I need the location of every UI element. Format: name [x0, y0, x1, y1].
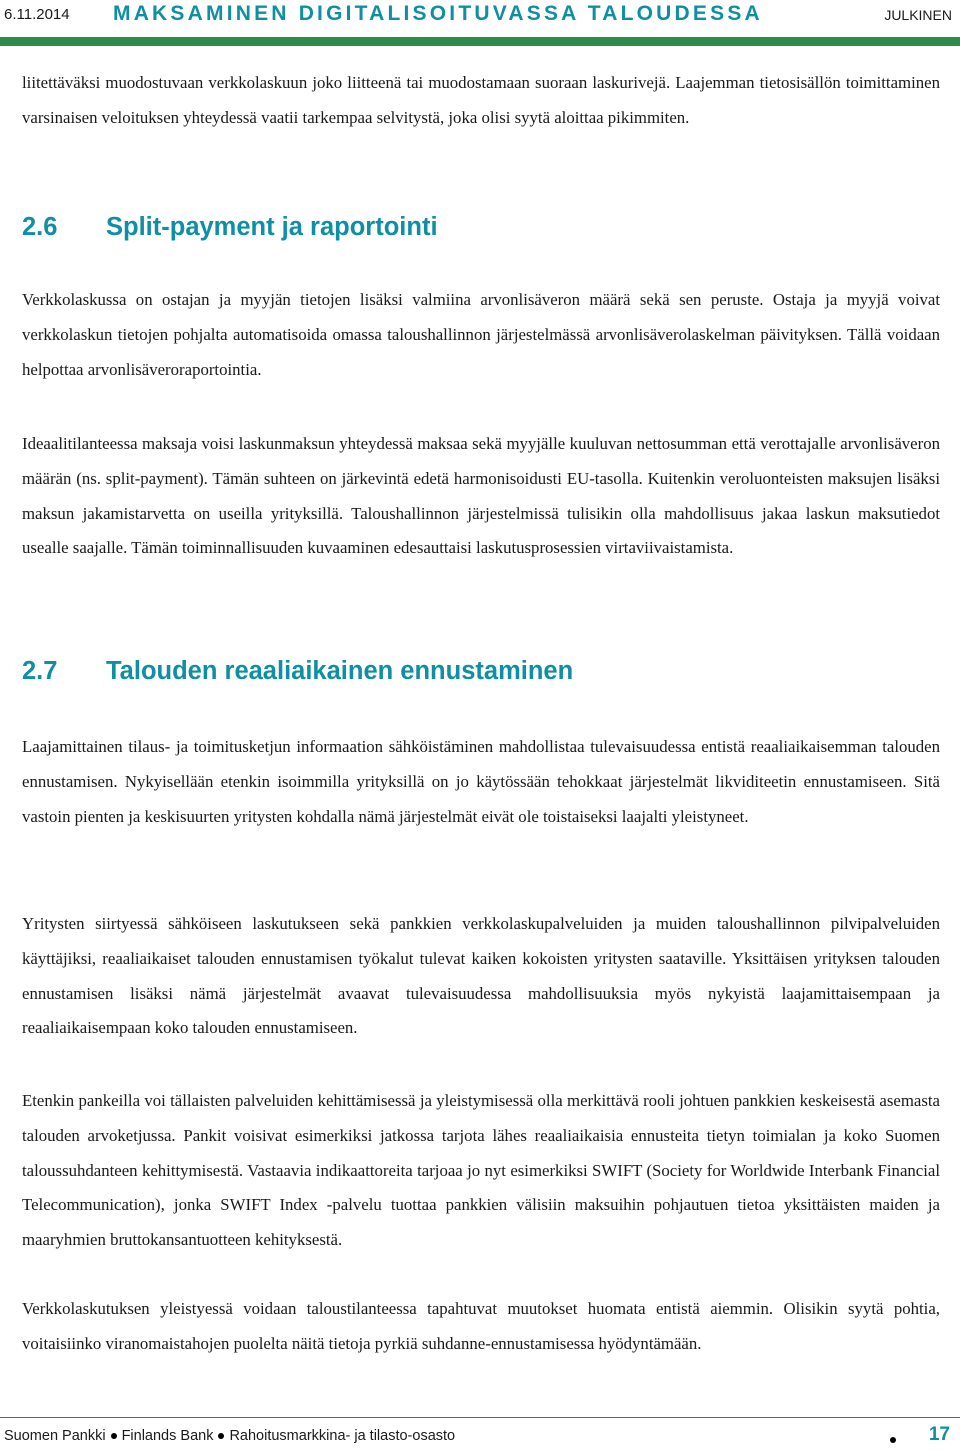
footer-org-sv: Finlands Bank: [121, 1428, 214, 1444]
paragraph: Ideaalitilanteessa maksaja voisi laskunmaksun yhteydessä maksaa sekä myyjälle kuuluvan nettosumman että verottajalle arvonlisäveron määrän (ns. split-payment). Tämän suhteen on järkevintä edetä harmonisoidusti EU-tasolla. Kuitenkin veroluonteisten maksujen lisäksi maksun jakamistarvetta on useilla yrityksillä. Taloushallinnon järjestelmissä tulisikin olla mahdollisuus jakaa laskun maksutiedot usealle saajalle. Tämän toiminnallisuuden kuvaaminen edesauttaisi laskutusprosessien virtaviivaistamista.: [22, 434, 940, 558]
bullet-icon: [890, 1437, 896, 1443]
page-header: [0, 0, 960, 34]
bullet-icon: [218, 1433, 224, 1439]
header-date: 6.11.2014: [4, 6, 70, 23]
bullet-icon: [111, 1433, 117, 1439]
page-footer: [4, 1428, 455, 1444]
section-2-6-paragraph-2: [22, 427, 940, 566]
section-2-6-paragraph-1: [22, 283, 940, 387]
paragraph: Etenkin pankeilla voi tällaisten palveluiden kehittämisessä ja yleistymisessä olla merkittävä rooli johtuen pankkien keskeisestä asemasta talouden arvoketjussa. Pankit voisivat esimerkiksi jatkossa tarjota lähes reaaliaikaisia ennusteita tietyn toimialan ja koko Suomen taloussuhdanteen kehittymisestä. Vastaavia indikaattoreita tarjoaa jo nyt esimerkiksi SWIFT (Society for Worldwide Interbank Financial Telecommunication), jonka SWIFT Index -palvelu tuottaa pankkien välisiin maksuihin pohjautuen tietoa yksittäisten maiden ja maaryhmien bruttokansantuotteen kehityksestä.: [22, 1091, 940, 1250]
footer-org-fi: Suomen Pankki: [4, 1428, 106, 1444]
section-heading-2-7: [22, 657, 573, 686]
paragraph: Laajamittainen tilaus- ja toimitusketjun informaation sähköistäminen mahdollistaa tulevaisuudessa entistä reaaliaikaisemman talouden ennustamisen. Nykyisellään etenkin isoimmilla yrityksillä on jo käytössään tehokkaat järjestelmät likviditeetin ennustamiseen. Sitä vastoin pienten ja keskisuurten yritysten kohdalla nämä järjestelmät eivät ole toistaiseksi laajalti yleistyneet.: [22, 737, 940, 826]
section-number: 2.7: [22, 657, 58, 685]
header-classification: JULKINEN: [884, 7, 952, 23]
footer-rule: [0, 1417, 960, 1418]
section-2-7-paragraph-1: [22, 730, 940, 834]
section-2-7-paragraph-3: [22, 1084, 940, 1258]
header-title: MAKSAMINEN DIGITALISOITUVASSA TALOUDESSA: [113, 2, 763, 25]
header-bar: [0, 37, 960, 46]
section-title: Talouden reaaliaikainen ennustaminen: [106, 657, 574, 685]
section-heading-2-6: [22, 213, 438, 242]
section-2-7-paragraph-4: [22, 1292, 940, 1362]
intro-text: [22, 66, 940, 136]
footer-department: Rahoitusmarkkina- ja tilasto-osasto: [229, 1428, 456, 1444]
paragraph: Verkkolaskussa on ostajan ja myyjän tietojen lisäksi valmiina arvonlisäveron määrä sekä sen peruste. Ostaja ja myyjä voivat verkkolaskun tietojen pohjalta automatisoida omassa taloushallinnon järjestelmässä arvonlisäverolaskelman päivityksen. Tällä voidaan helpottaa arvonlisäveroraportointia.: [22, 290, 940, 379]
paragraph: Verkkolaskutuksen yleistyessä voidaan taloustilanteessa tapahtuvat muutokset huomata entistä aiemmin. Olisikin syytä pohtia, voitaisiinko viranomaistahojen puolelta näitä tietoja pyrkiä suhdanne-ennustamisessa hyödyntämään.: [22, 1299, 940, 1353]
page-number: 17: [928, 1424, 950, 1445]
paragraph: liitettäväksi muodostuvaan verkkolaskuun joko liitteenä tai muodostamaan suoraan laskurivejä. Laajemman tietosisällön toimittaminen varsinaisen veloituksen yhteydessä vaatii tarkempaa selvitystä, joka olisi syytä aloittaa pikimmiten.: [22, 73, 940, 127]
section-2-7-paragraph-2: [22, 907, 940, 1046]
section-number: 2.6: [22, 213, 58, 241]
section-title: Split-payment ja raportointi: [106, 213, 438, 241]
paragraph: Yritysten siirtyessä sähköiseen laskutukseen sekä pankkien verkkolaskupalveluiden ja muiden taloushallinnon pilvipalveluiden käyttäjiksi, reaaliaikaiset talouden ennustamisen työkalut tulevat kaiken kokoisten yritysten saataville. Yksittäisen yrityksen talouden ennustamisen lisäksi nämä järjestelmät avaavat tulevaisuudessa mahdollisuuksia myös nykyistä laajamittaisempaan ja reaaliaikaisempaan koko talouden ennustamiseen.: [22, 914, 940, 1038]
